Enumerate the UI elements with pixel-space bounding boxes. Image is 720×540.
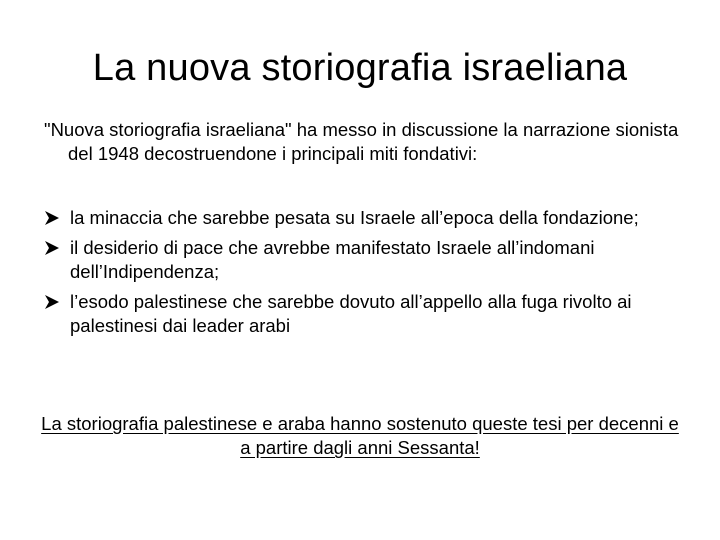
bullet-item <box>44 206 684 230</box>
arrow-checkmark-icon <box>44 206 64 230</box>
arrow-checkmark-icon <box>44 290 64 314</box>
bullet-item <box>44 236 684 284</box>
bullet-item <box>44 290 684 338</box>
bullet-text: il desiderio di pace che avrebbe manifestato Israele all’indomani dell’Indipendenza; <box>70 237 595 282</box>
bullet-list <box>44 206 684 344</box>
arrow-checkmark-icon <box>44 236 64 260</box>
bullet-text: l’esodo palestinese che sarebbe dovuto all’appello alla fuga rivolto ai palestinesi dai leader arabi <box>70 291 632 336</box>
bullet-text: la minaccia che sarebbe pesata su Israele all’epoca della fondazione; <box>70 207 639 228</box>
intro-paragraph: "Nuova storiografia israeliana" ha messo in discussione la narrazione sionista del 1948 decostruendone i principali miti fondativi: <box>44 119 679 164</box>
footer-note: La storiografia palestinese e araba hanno sostenuto queste tesi per decenni e a partire dagli anni Sessanta! <box>41 413 679 458</box>
slide-title: La nuova storiografia israeliana <box>92 47 628 89</box>
